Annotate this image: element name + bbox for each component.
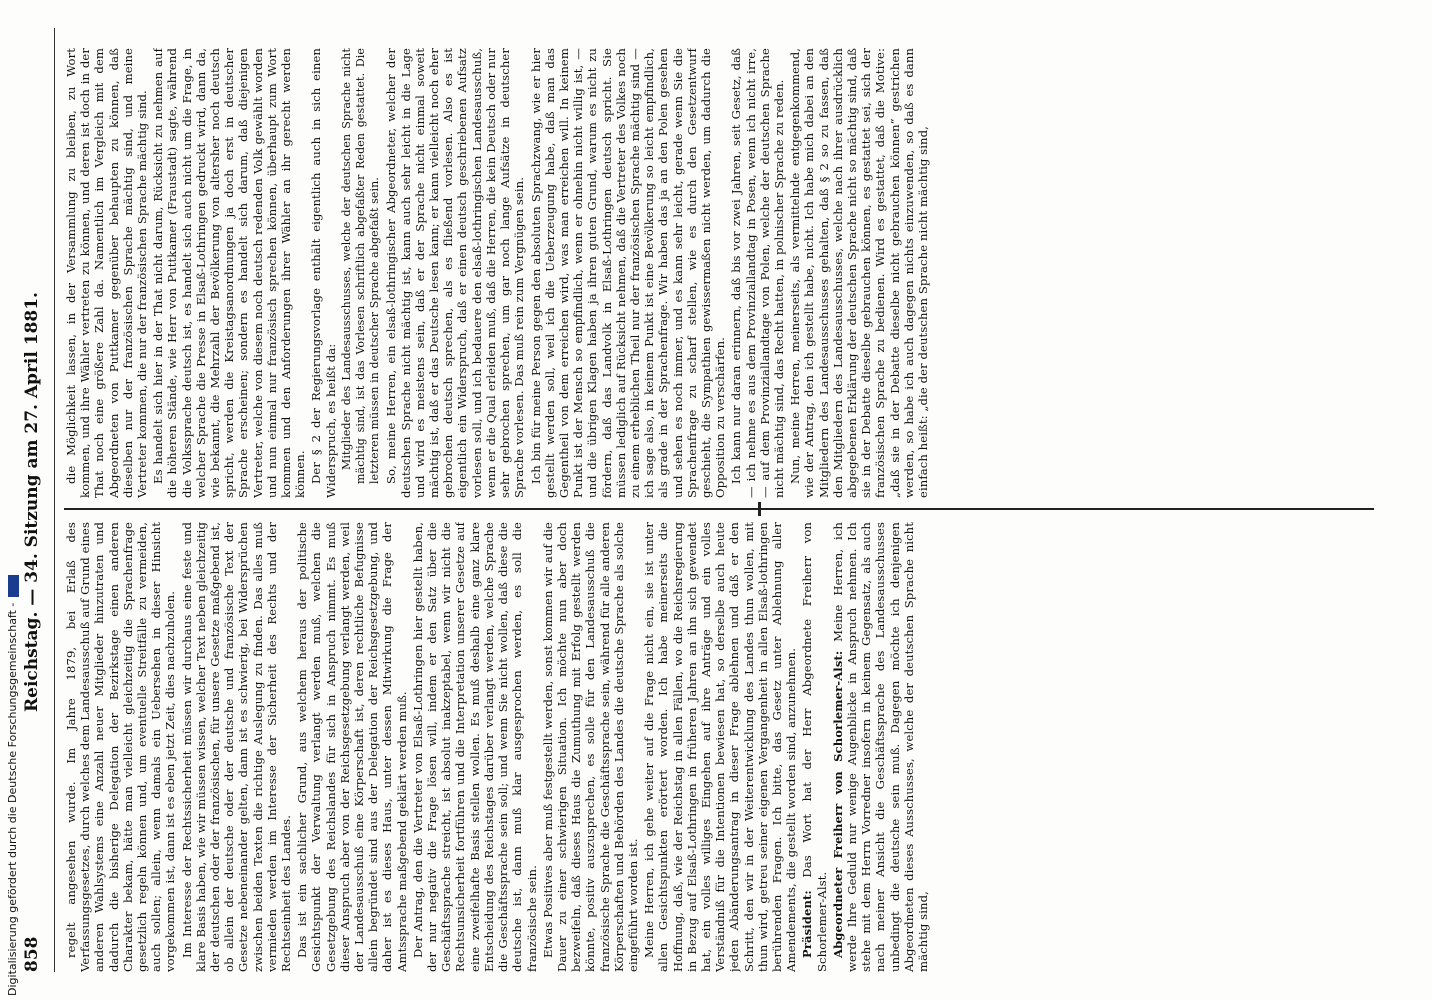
paragraph: die Möglichkeit lassen, in der Versammlung zu bleiben, zu Wort kommen, und ihre Wähler vertreten zu können, und deren ist doch in der That noch eine größere Zahl da. Namentlich im Vergleich mit dem Abgeordneten von Puttkamer gegenüber behaupten zu können, daß dieselben nur der französischen Sprache mächtig sind, und meine Vertreter kommen, die nur der französischen Sprache mächtig sind. [64, 48, 150, 498]
header-rule [54, 28, 55, 972]
president-label: Präsident: [800, 890, 815, 958]
running-head [18, 28, 48, 972]
column-divider [64, 508, 1374, 510]
paragraph: Das ist ein sachlicher Grund, aus welchem heraus der politische Gesichtspunkt der Verwaltung verlangt werden muß, welchen die Gesetzgebung des Reichslandes für sich in Anspruch nimmt. Es muß dieser Anspruch aber von der Reichsgesetzgebung verlangt werden, weil der Landesausschuß eine Körperschaft ist, deren rechtliche Befugnisse allein begründet sind aus der Delegation der Reichsgesetzgebung, und daher ist es dieses Haus, unter dessen Mitwirkung die Frage der Amtssprache maßgebend geklärt werden muß. [295, 522, 409, 972]
president-paragraph [800, 522, 828, 972]
paragraph: Nun, meine Herren, meinerseits, als vermittelnde entgegenkommend, wie der Antrag, den ich gestellt habe, nicht. Ich habe mich dabei an den Mitgliedern des Landesausschusses gehalten, daß § 2 so zu fassen, daß den Mitgliedern des Landesausschusses, welche nach ihrer ausdrücklich abgegebenen Erklärung der deutschen Sprache nicht so mächtig sind, daß sie in der Debatte dieselbe gebrauchen können, es gestattet sei, sich der französischen Sprache zu bedienen. Wird es gestattet, daß die Motive: „daß sie in der Debatte dieselbe nicht gebrauchen können“ gestrichen werden, so habe ich auch dagegen nichts einzuwenden, so daß es dann einfach heißt: „die der deutschen Sprache nicht mächtig sind, [788, 48, 930, 498]
paragraph: Meine Herren, ich gehe weiter auf die Frage nicht ein, sie ist unter allen Gesichtspunkten erörtert worden. Ich habe meinerseits die Hoffnung, daß, wie der Reichstag in allen Fällen, wo die Reichsregierung in Bezug auf Elsaß-Lothringen in früheren Jahren an ihn sich gewendet hat, ein volles williges Eingehen auf ihre Anträge und ein volles Verständniß für die Intentionen bewiesen hat, so derselbe auch heute jeden Abänderungsantrag in dieser Frage ablehnen und daß er den Schritt, den wir in der Weiterentwicklung des Landes thun wollen, mit thun wird, getreu seiner eigenen Vergangenheit in allen Elsaß-lothringen berührenden Fragen. Ich bitte, das Gesetz unter Ablehnung aller Amendements, die gestellt worden sind, anzunehmen. [642, 522, 799, 972]
paragraph: Es handelt sich hier in der That nicht darum, Rücksicht zu nehmen auf die höheren Stände, wie Herr von Puttkamer (Fraustadt) sagte, während die Volkssprache deutsch ist, es handelt sich auch nicht um die Frage, in welcher Sprache die Presse in Elsaß-Lothringen gedruckt wird, dann da, wie bekannt, die Mehrzahl der Bevölkerung von altersher noch deutsch spricht, werden die Kreistagsanordnungen ja doch erst in deutscher Sprache erscheinen; sondern es handelt sich darum, daß diejenigen Vertreter, welche von diesem noch deutsch redenden Volk gewählt worden und nun einmal nur französisch sprechen können, überhaupt zum Wort kommen und den Anforderungen ihrer Wähler an ihr gerecht werden können. [151, 48, 308, 498]
paragraph: regelt angesehen wurde. Im Jahre 1879, bei Erlaß des Verfassungsgesetzes, durch welches dem Landesausschuß auf Grund eines anderen Wahlsystems eine Anzahl neuer Mitglieder hinzutraten und dadurch die bisherige Delegation der Bezirkstage einen anderen Charakter bekam, hätte man vielleicht gleichzeitig die Sprachenfrage gesetzlich regeln können und, um eventuelle Streitfälle zu vermeiden, auch sollen; allein, wenn damals ein Uebersehen in dieser Hinsicht vorgekommen ist, dann ist es eben jetzt Zeit, dies nachzuholen. [64, 522, 178, 972]
page-number: 858 [22, 936, 42, 972]
column-right [64, 48, 1384, 498]
paragraph: Ich bin für meine Person gegen den absoluten Sprachzwang, wie er hier gestellt werden soll, weil ich die Ueberzeugung habe, daß man das Gegentheil von dem erreichen wird, was man erreichen will. In keinem Punkt ist der Mensch so empfindlich, wenn er ohnehin nicht willig ist, — und die übrigen Klagen haben ja ihren guten Grund, warum es nicht zu fördern, daß das Landvolk in Elsaß-Lothringen deutsch spricht. Sie müssen lediglich auf Rücksicht nehmen, daß die Vertreter des Volkes noch zu einem erheblichen Theil nur der französischen Sprache mächtig sind — ich sage also, in keinem Punkt ist eine Bevölkerung so leicht empfindlich, als grade in der Sprachenfrage. Wir haben das ja an den Polen gesehen und sehen es noch immer, und es kann sehr leicht, gerade wenn Sie die Sprachenfrage zu scharf stellen, wie es durch den Gesetzentwurf geschieht, die Sympathien gewissermaßen nicht werden, um dadurch die Opposition zu verschärfen. [528, 48, 728, 498]
paragraph: Ich kann nur daran erinnern, daß bis vor zwei Jahren, seit Gesetz, daß — ich nehme es aus dem Provinziallandtag in Posen, wenn ich nicht irre, — auf dem Provinziallandtage von Polen, welche der deutschen Sprache nicht mächtig sind, das Recht hatten, in polnischer Sprache zu reden. [729, 48, 786, 498]
speaker-text: Meine Herren, ich werde Ihre Geduld nur wenige Augenblicke in Anspruch nehmen. Ich stehe mit dem Herrn Vorredner insofern in keinem Gegensatz, als auch nach meiner Ansicht die Geschäftssprache des Landesausschusses unbedingt die deutsche sein muß. Dagegen möchte ich denjenigen Abgeordneten dieses Ausschusses, welche der deutschen Sprache nicht mächtig sind, [830, 522, 930, 972]
president-text: Das Wort hat der Herr Abgeordnete Freiherr von Schorlemer-Alst. [800, 522, 829, 972]
digitization-footer [6, 575, 19, 996]
paragraph: Der § 2 der Regierungsvorlage enthält eigentlich auch in sich einen Widerspruch, es heißt da: [309, 48, 338, 498]
speaker-label: Abgeordneter Freiherr von Schorlemer-Alst: [830, 650, 845, 958]
paragraph: Der Antrag, den die Vertreter von Elsaß-Lothringen hier gestellt haben, der nur negativ die Frage lösen will, indem er den Satz über die Geschäftssprache streicht, ist absolut inakzeptabel, wenn wir nicht die Rechtsunsicherheit fortführen und die Interpretation unserer Gesetze auf eine zweifelhafte Basis stellen wollen. Es muß deshalb eine ganz klare Entscheidung des Reichstages darüber verlangt werden, welche Sprache die Geschäftssprache sein soll; und wenn Sie nicht wollen, daß diese die deutsche ist, dann muß klar ausgesprochen werden, es soll die französische sein. [410, 522, 539, 972]
divider-mark [758, 502, 761, 516]
paragraph: Im Interesse der Rechtssicherheit müssen wir durchaus eine feste und klare Basis haben, wie wir müssen wissen, welcher Text neben gleichzeitig der deutschen oder der französischen, für unsere Gesetze maßgebend ist, ob allein der deutsche oder der deutsche und französische Text der Gesetze nebeneinander gelten, dann ist es schwierig, bei Widersprüchen zwischen beiden Texten die richtige Auslegung zu finden. Das alles muß vermieden werden im Interesse der Sicherheit des Rechts und der Rechtseinheit des Landes. [179, 522, 294, 972]
paragraph: Etwas Positives aber muß festgestellt werden, sonst kommen wir auf die Dauer zu einer schwierigen Situation. Ich möchte nun aber doch bezweifeln, daß dieses Haus die Zumuthung mit Erfolg gestellt werden könnte, positiv auszusprechen, es solle für den Landesausschuß die französische Sprache die Geschäftssprache sein, während für alle anderen Körperschaften und Behörden des Landes die deutsche Sprache als solche eingeführt worden ist. [540, 522, 640, 972]
speaker-paragraph [831, 522, 930, 972]
column-left [64, 522, 1384, 972]
paragraph: So, meine Herren, ein elsaß-lothringischer Abgeordneter, welcher der deutschen Sprache nicht mächtig ist, kann auch sehr leicht in die Lage und wird es meistens sein, daß er der Sprache nicht einmal soweit mächtig ist, daß er das Deutsche lesen kann; er kann vielleicht noch eher gebrochen deutsch sprechen, als es fließend vorlesen. Also es ist eigentlich ein Widerspruch, daß er einen deutsch geschriebenen Aufsatz vorlesen soll, und ich bedauere den elsaß-lothringischen Landesausschuß, wenn er die Qual erleiden muß, daß die Herren, die kein Deutsch oder nur sehr gebrochen sprechen, um gar noch lange Aufsätze in deutscher Sprache vorlesen. Das muß rein zum Vergnügen sein. [384, 48, 527, 498]
quoted-paragraph: Mitglieder des Landesausschusses, welche der deutschen Sprache nicht mächtig sind, ist das Vorlesen schriftlich abgefaßter Reden gestattet. Die letzteren müssen in deutscher Sprache abgefaßt sein. [339, 48, 382, 484]
page-content [18, 28, 1393, 972]
dfg-logo [8, 575, 19, 597]
footer-text: Digitalisierung gefördert durch die Deutsche Forschungsgemeinschaft - [6, 602, 19, 996]
running-head-title: Reichstag. — 34. Sitzung am 27. April 1881. [22, 292, 42, 712]
